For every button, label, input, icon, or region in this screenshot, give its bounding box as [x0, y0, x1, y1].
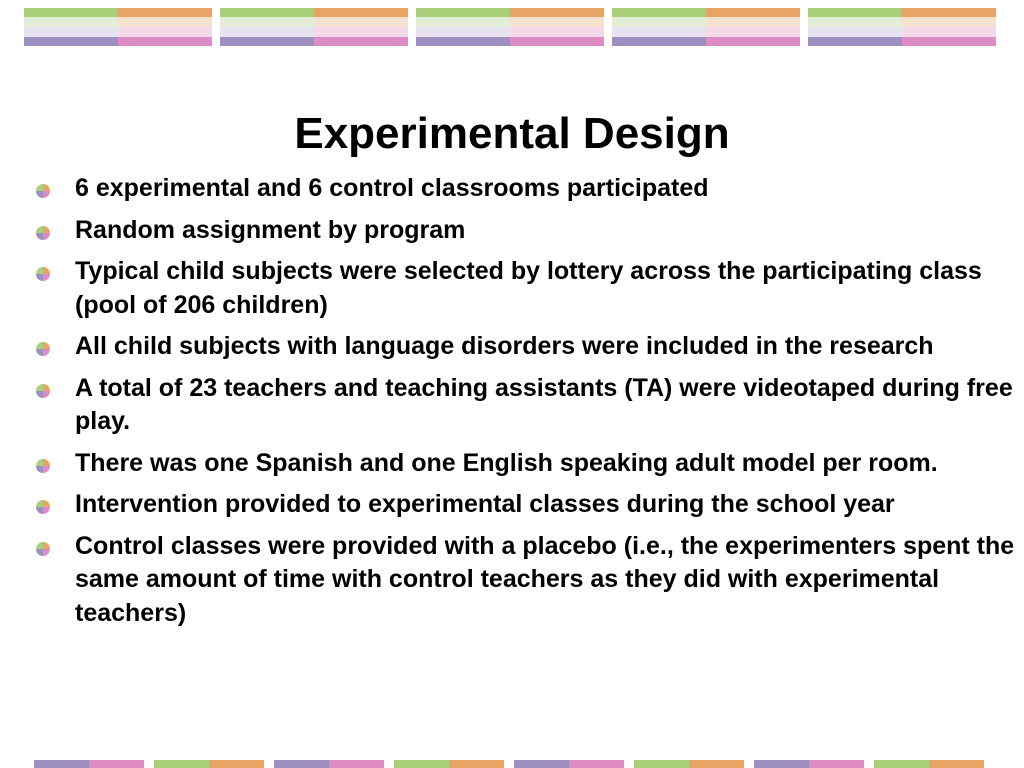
bullet-text: There was one Spanish and one English speaking adult model per room.: [75, 448, 938, 477]
top-band-block: [612, 8, 800, 46]
bottom-decorative-band: [0, 758, 1024, 768]
bullet-item: [32, 372, 1022, 439]
top-decorative-band: [0, 0, 1024, 50]
top-band-block: [416, 8, 604, 46]
quad-color-sphere-icon: [35, 383, 51, 399]
bottom-band-block: [34, 760, 144, 768]
bottom-band-block: [154, 760, 264, 768]
quad-color-sphere-icon: [35, 499, 51, 515]
bullet-text: 6 experimental and 6 control classrooms participated: [75, 174, 709, 202]
bottom-band-block: [634, 760, 744, 768]
bullet-item: [32, 255, 1022, 322]
quad-color-sphere-icon: [35, 458, 51, 474]
bullet-item: [32, 530, 1022, 631]
bottom-band-block: [874, 760, 984, 768]
bullet-item: [32, 447, 1022, 481]
bullet-item: [32, 172, 1022, 206]
bullet-item: [32, 214, 1022, 248]
bullet-text: Random assignment by program: [75, 215, 466, 244]
quad-color-sphere-icon: [35, 183, 51, 199]
bullet-item: [32, 330, 1022, 364]
top-band-block: [24, 8, 212, 46]
bullet-text: A total of 23 teachers and teaching assistants (TA) were videotaped during free play.: [75, 373, 1013, 435]
bottom-band-block: [514, 760, 624, 768]
bottom-band-block: [754, 760, 864, 768]
bullet-text: Typical child subjects were selected by lottery across the participating class (pool of 206 children): [75, 257, 982, 319]
slide-title: Experimental Design: [294, 109, 730, 158]
bullet-list: [32, 172, 1022, 638]
bottom-band-block: [274, 760, 384, 768]
bottom-band-block: [394, 760, 504, 768]
top-band-block: [220, 8, 408, 46]
top-band-block: [808, 8, 996, 46]
bullet-text: All child subjects with language disorders were included in the research: [75, 332, 934, 360]
quad-color-sphere-icon: [35, 541, 51, 557]
bullet-text: Control classes were provided with a placebo (i.e., the experimenters spent the same amount of time with control teachers as they did with experimental teachers): [75, 531, 1015, 627]
quad-color-sphere-icon: [35, 225, 51, 241]
bullet-text: Intervention provided to experimental classes during the school year: [75, 490, 895, 518]
quad-color-sphere-icon: [35, 341, 51, 357]
bullet-item: [32, 488, 1022, 522]
quad-color-sphere-icon: [35, 266, 51, 282]
